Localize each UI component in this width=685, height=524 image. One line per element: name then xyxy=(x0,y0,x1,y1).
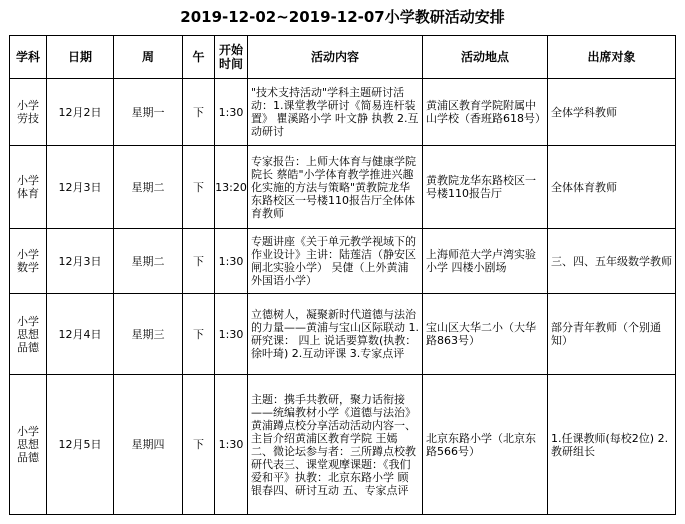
cell-noon: 下 xyxy=(183,146,215,229)
header-audience: 出席对象 xyxy=(548,36,676,79)
header-row xyxy=(10,36,676,79)
cell-date: 12月5日 xyxy=(47,375,114,515)
cell-start: 1:30 xyxy=(215,229,248,294)
cell-content: 立德树人，凝聚新时代道德与法治的力量——黄浦与宝山区际联动 1.研究课： 四上 说话要算数(执教：徐叶琦) 2.互动评课 3.专家点评 xyxy=(248,294,423,375)
cell-subject: 小学思想品德 xyxy=(10,294,47,375)
cell-subject: 小学思想品德 xyxy=(10,375,47,515)
table-row xyxy=(10,375,676,515)
table-row xyxy=(10,294,676,375)
cell-date: 12月2日 xyxy=(47,79,114,146)
header-start-time: 开始时间 xyxy=(215,36,248,79)
header-noon: 午 xyxy=(183,36,215,79)
cell-subject: 小学劳技 xyxy=(10,79,47,146)
cell-noon: 下 xyxy=(183,375,215,515)
cell-content: 专题讲座《关于单元教学视域下的作业设计》主讲：陆莲洁（静安区闸北实验小学） 吴倢（上外黄浦外国语小学） xyxy=(248,229,423,294)
header-subject: 学科 xyxy=(10,36,47,79)
header-week: 周 xyxy=(114,36,183,79)
cell-place: 北京东路小学（北京东路566号） xyxy=(423,375,548,515)
cell-audience: 三、四、五年级数学教师 xyxy=(548,229,676,294)
cell-audience: 1.任课教师(每校2位) 2.教研组长 xyxy=(548,375,676,515)
cell-place: 宝山区大华二小（大华路863号） xyxy=(423,294,548,375)
cell-subject: 小学数学 xyxy=(10,229,47,294)
cell-start: 13:20 xyxy=(215,146,248,229)
cell-date: 12月3日 xyxy=(47,229,114,294)
header-date: 日期 xyxy=(47,36,114,79)
table-row xyxy=(10,146,676,229)
table-row xyxy=(10,229,676,294)
cell-start: 1:30 xyxy=(215,79,248,146)
cell-audience: 全体体育教师 xyxy=(548,146,676,229)
cell-place: 黄浦区教育学院附属中山学校（香班路618号） xyxy=(423,79,548,146)
cell-week: 星期四 xyxy=(114,375,183,515)
cell-noon: 下 xyxy=(183,79,215,146)
cell-place: 上海师范大学卢湾实验小学 四楼小剧场 xyxy=(423,229,548,294)
header-place: 活动地点 xyxy=(423,36,548,79)
cell-content: 主题：携手共教研，聚力话衔接——统编教材小学《道德与法治》黄浦蹲点校分享活动活动内容一、主旨介绍黄浦区教育学院 王嫣二、微论坛参与者：三所蹲点校教研代表三、课堂观摩课题：《我们爱和平》执教：北京东路小学 顾银春四、研讨互动 五、专家点评 xyxy=(248,375,423,515)
cell-date: 12月4日 xyxy=(47,294,114,375)
cell-week: 星期二 xyxy=(114,146,183,229)
cell-date: 12月3日 xyxy=(47,146,114,229)
cell-noon: 下 xyxy=(183,294,215,375)
cell-subject: 小学体育 xyxy=(10,146,47,229)
cell-start: 1:30 xyxy=(215,294,248,375)
schedule-table xyxy=(9,35,676,515)
cell-week: 星期一 xyxy=(114,79,183,146)
cell-week: 星期二 xyxy=(114,229,183,294)
cell-start: 1:30 xyxy=(215,375,248,515)
cell-audience: 全体学科教师 xyxy=(548,79,676,146)
cell-content: "技术支持活动"学科主题研讨活动：1.课堂教学研讨《简易连杆装置》 瞿溪路小学 叶文静 执教 2.互动研讨 xyxy=(248,79,423,146)
page-title: 2019-12-02~2019-12-07小学教研活动安排 xyxy=(180,8,505,26)
table-row xyxy=(10,79,676,146)
header-content: 活动内容 xyxy=(248,36,423,79)
cell-content: 专家报告：上师大体育与健康学院院长 蔡皓"小学体育教学推进兴趣化实施的方法与策略"黄教院龙华东路校区一号楼110报告厅全体体育教师 xyxy=(248,146,423,229)
cell-audience: 部分青年教师（个别通知） xyxy=(548,294,676,375)
cell-place: 黄教院龙华东路校区一号楼110报告厅 xyxy=(423,146,548,229)
cell-week: 星期三 xyxy=(114,294,183,375)
cell-noon: 下 xyxy=(183,229,215,294)
